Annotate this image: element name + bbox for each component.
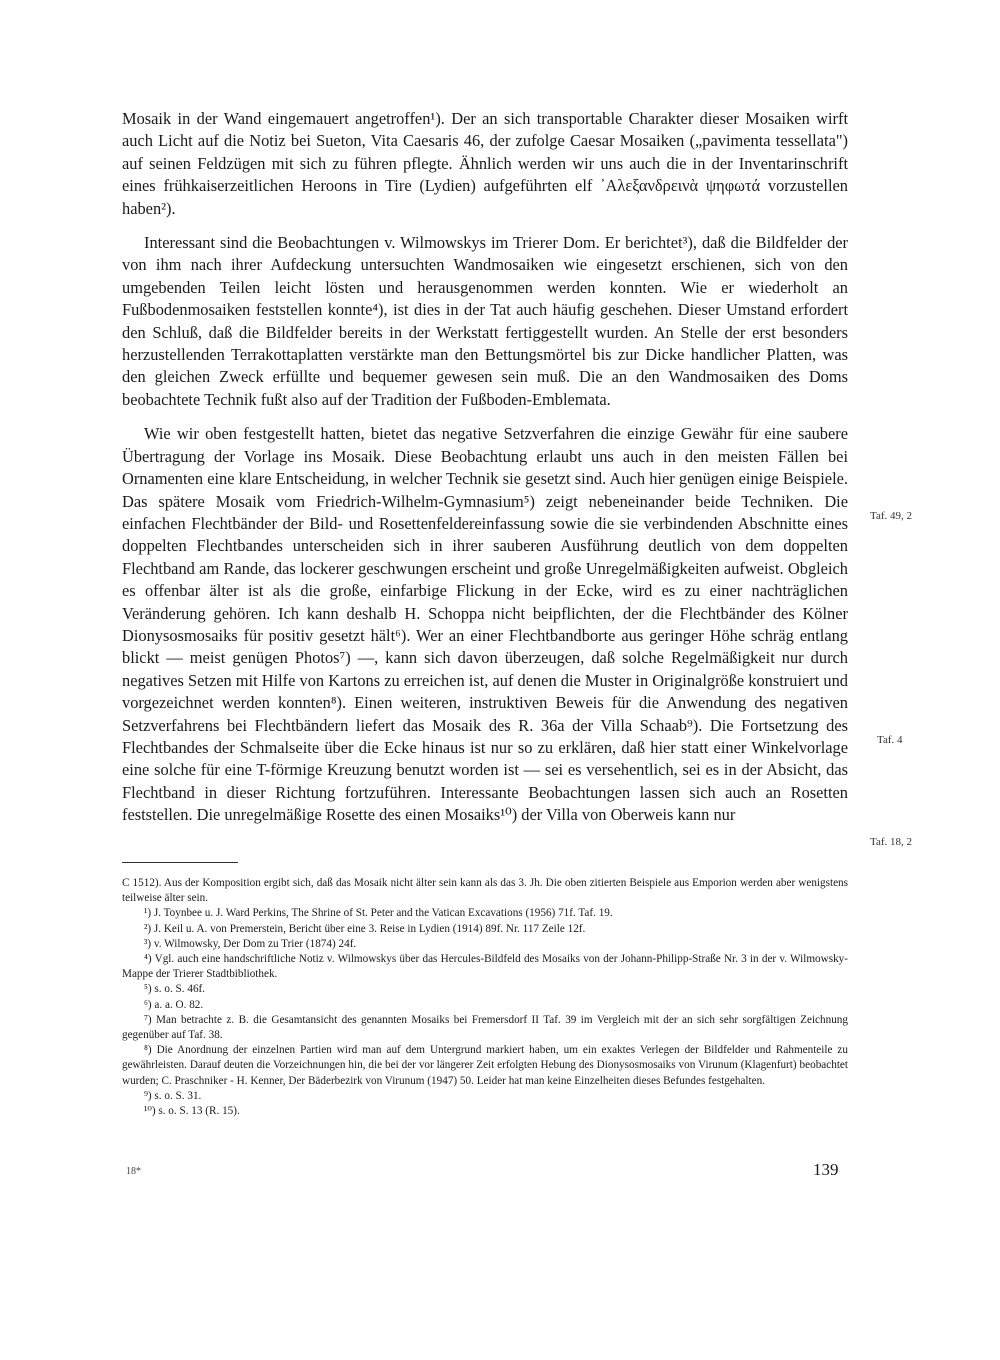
footnote-5: ⁵) s. o. S. 46f. [144, 983, 206, 996]
paragraph-1: Mosaik in der Wand eingemauert angetroffen¹). Der an sich transportable Charakter dieser Mosaiken wirft auch Licht auf die Notiz bei Sueton, Vita Caesaris 46, der zufolge Caesar Mosaiken („pavimenta tessellata") auf seinen Feldzügen mit sich zu führen pflegte. Ähnlich werden wir uns auch die in der Inventarinschrift eines frühkaiserzeitlichen Heroons in Tire (Lydien) aufgeführten elf ᾿Αλεξανδρεινὰ ψηφωτά vorzustellen haben²). [122, 109, 848, 218]
footnote-divider [122, 862, 238, 863]
footnote-3: ³) v. Wilmowsky, Der Dom zu Trier (1874) 24f. [144, 937, 357, 950]
main-text [122, 108, 848, 827]
footnote-9: ⁹) s. o. S. 31. [144, 1089, 202, 1102]
paragraph-2: Interessant sind die Beobachtungen v. Wilmowskys im Trierer Dom. Er berichtet³), daß die Bildfelder der von ihm nach ihrer Aufdeckung untersuchten Wandmosaiken wie eingesetzt erschienen, sich von den umgebenden Teilen leicht lösten und herausgenommen werden konnten. Wie er wiederholt an Fußbodenmosaiken feststellen konnte⁴), ist dies in der Tat auch häufig geschehen. Dieser Umstand erfordert den Schluß, daß die Bildfelder bereits in der Werkstatt fertiggestellt wurden. An Stelle der erst besonders herzustellenden Terrakottaplatten verstärkte man den Bettungsmörtel bis zur Dicke handlicher Platten, was den gleichen Zweck erfüllte und bequemer gewesen sein muß. Die an den Wandmosaiken des Doms beobachtete Technik fußt also auf der Tradition der Fußboden-Emblemata. [122, 233, 848, 409]
footnote-continuation: C 1512). Aus der Komposition ergibt sich, daß das Mosaik nicht älter sein kann als das 3. Jh. Die oben zitierten Beispiele aus Emporion werden aber wenigstens teilweise älter sein. [122, 877, 848, 905]
footnote-2: ²) J. Keil u. A. von Premerstein, Bericht über eine 3. Reise in Lydien (1914) 89f. Nr. 117 Zeile 12f. [144, 922, 586, 935]
footnote-4: ⁴) Vgl. auch eine handschriftliche Notiz v. Wilmowskys über das Hercules-Bildfeld des Mosaiks von der Johann-Philipp-Straße Nr. 3 in der v. Wilmowsky-Mappe der Trierer Stadtbibliothek. [122, 953, 848, 981]
footnote-6: ⁶) a. a. O. 82. [144, 998, 204, 1011]
margin-note-taf-49-2: Taf. 49, 2 [870, 510, 912, 522]
printer-signature: 18* [126, 1166, 141, 1177]
margin-note-taf-18-2: Taf. 18, 2 [870, 836, 912, 848]
footnotes [122, 876, 848, 1119]
footnote-7: ⁷) Man betrachte z. B. die Gesamtansicht des genannten Mosaiks bei Fremersdorf II Taf. 39 im Vergleich mit der an sich sehr sorgfältigen Zeichnung gegenüber auf Taf. 38. [122, 1013, 848, 1042]
footnote-8: ⁸) Die Anordnung der einzelnen Partien wird man auf dem Untergrund markiert haben, um ein exaktes Verlegen der Bildfelder und Rahmenteile zu gewährleisten. Darauf deuten die Vorzeichnungen hin, die bei der vor längerer Zeit erfolgten Hebung des Dionysosmosaiks von Virunum (Klagenfurt) beobachtet wurden; C. Praschniker - H. Kenner, Der Bäderbezirk von Virunum (1947) 50. Leider hat man keine Einzelheiten dieses Befundes festgehalten. [122, 1044, 848, 1087]
paragraph-3: Wie wir oben festgestellt hatten, bietet das negative Setzverfahren die einzige Gewähr für eine saubere Übertragung der Vorlage ins Mosaik. Diese Beobachtung erlaubt uns auch in den meisten Fällen bei Ornamenten eine klare Entscheidung, in welcher Technik sie gesetzt sind. Auch hier genügen einige Beispiele. Das spätere Mosaik vom Friedrich-Wilhelm-Gymnasium⁵) zeigt nebeneinander beide Techniken. Die einfachen Flechtbänder der Bild- und Rosettenfeldereinfassung sowie die sie verbindenden Abschnitte eines doppelten Flechtbandes unterscheiden sich in ihrer sauberen Ausführung deutlich von dem doppelten Flechtband am Rande, das lockerer geschwungen erscheint und große Unregelmäßigkeiten aufweist. Obgleich es offenbar älter ist als die große, einfarbige Flickung in der Ecke, wird es zu einer nachträglichen Veränderung gehören. Ich kann deshalb H. Schoppa nicht beipflichten, der die Flechtbänder des Kölner Dionysosmosaiks für positiv gesetzt hält⁶). Wer an einer Flechtbandborte aus geringer Höhe schräg entlang blickt — meist genügen Photos⁷) —, kann sich davon überzeugen, daß solche Regelmäßigkeit nur durch negatives Setzen mit Hilfe von Kartons zu erreichen ist, auf denen die Muster in Originalgröße konstruiert und vorgezeichnet werden konnten⁸). Einen weiteren, instruktiven Beweis für die Anwendung des negativen Setzverfahrens bei Flechtbändern liefert das Mosaik des R. 36a der Villa Schaab⁹). Die Fortsetzung des Flechtbandes der Schmalseite über die Ecke hinaus ist nur so zu erklären, daß hier statt einer Winkelvorlage eine solche für eine T-förmige Kreuzung benutzt worden ist — sei es versehentlich, sei es in der Absicht, das Flechtband in dieser Richtung fortzuführen. Interessante Beobachtungen lassen sich auch an Rosetten feststellen. Die unregelmäßige Rosette des einen Mosaiks¹⁰) der Villa von Oberweis kann nur [122, 424, 848, 825]
page-number: 139 [813, 1160, 839, 1179]
footnote-10: ¹⁰) s. o. S. 13 (R. 15). [144, 1105, 240, 1118]
footnote-1: ¹) J. Toynbee u. J. Ward Perkins, The Shrine of St. Peter and the Vatican Excavations (1956) 71f. Taf. 19. [144, 907, 613, 920]
margin-note-taf-4: Taf. 4 [877, 734, 903, 746]
